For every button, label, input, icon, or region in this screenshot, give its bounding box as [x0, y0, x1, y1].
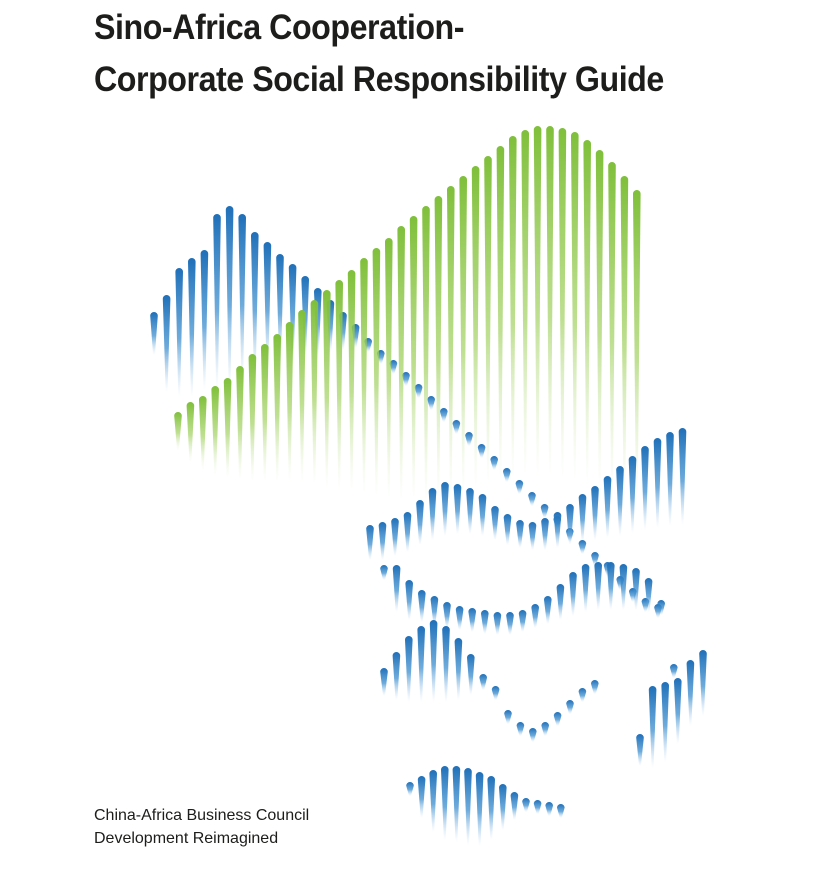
blue-drop-stroke [479, 674, 487, 690]
publisher-block [94, 804, 309, 850]
blue-drop-stroke [418, 590, 426, 622]
blue-drop-stroke [393, 565, 401, 612]
blue-drop-stroke [516, 520, 524, 548]
blue-drop-stroke [522, 798, 530, 812]
blue-drop-stroke [566, 504, 574, 545]
blue-drop-stroke [529, 522, 537, 550]
blue-drop-stroke [476, 772, 484, 846]
blue-drop-stroke [699, 650, 707, 716]
green-drop-stroke [497, 146, 505, 482]
green-drop-stroke [633, 190, 641, 498]
green-drop-stroke [335, 280, 343, 490]
blue-drop-stroke [468, 608, 476, 632]
blue-drop-stroke [213, 214, 221, 388]
blue-drop-stroke [478, 444, 486, 458]
blue-drop-stroke [531, 604, 539, 628]
green-drop-stroke [249, 354, 257, 482]
green-drop-stroke [224, 378, 232, 478]
blue-drop-stroke [441, 766, 449, 840]
blue-drop-stroke [492, 686, 500, 700]
blue-drop-stroke [443, 602, 451, 628]
blue-drop-stroke [670, 664, 678, 678]
blue-drop-stroke [415, 384, 423, 398]
blue-drop-stroke [487, 776, 495, 840]
green-drop-stroke [447, 186, 455, 498]
blue-drop-stroke [504, 710, 512, 724]
blue-drop-stroke [569, 572, 577, 616]
blue-drop-stroke [379, 522, 387, 560]
blue-drop-stroke [391, 518, 399, 556]
blue-drop-stroke [545, 802, 553, 816]
blue-drop-stroke [418, 776, 426, 818]
blue-drop-stroke [604, 476, 612, 538]
green-drop-stroke [348, 270, 356, 492]
blue-drop-stroke [687, 660, 695, 726]
blue-drop-stroke [251, 232, 259, 375]
blue-drop-stroke [516, 480, 524, 494]
green-drop-stroke [559, 128, 567, 480]
green-drop-stroke [484, 156, 492, 485]
green-drop-stroke [236, 366, 244, 480]
blue-drop-stroke [427, 396, 435, 410]
blue-drop-stroke [465, 432, 473, 446]
green-drop-stroke [211, 386, 219, 475]
blue-drop-stroke [429, 488, 437, 540]
green-drop-stroke [360, 258, 368, 495]
green-drop-stroke [546, 126, 554, 478]
blue-drop-stroke [636, 734, 644, 766]
green-drop-stroke [311, 300, 319, 485]
blue-drop-stroke [441, 482, 449, 536]
map-drop-strokes [150, 126, 707, 846]
cover-title-line-2: Corporate Social Responsibility Guide [94, 60, 664, 99]
green-drop-stroke [521, 130, 529, 478]
green-drop-stroke [621, 176, 629, 495]
blue-drop-stroke [491, 506, 499, 540]
blue-drop-stroke [499, 784, 507, 830]
green-drop-stroke [261, 344, 269, 482]
blue-drop-stroke [163, 295, 171, 392]
green-drop-stroke [583, 140, 591, 485]
blue-drop-stroke [380, 565, 388, 580]
green-drop-stroke [397, 226, 405, 502]
green-drop-stroke [187, 402, 195, 462]
blue-drop-stroke [506, 612, 514, 635]
blue-drop-stroke [654, 438, 662, 528]
blue-drop-stroke [479, 494, 487, 536]
blue-drop-stroke [554, 712, 562, 726]
green-drop-stroke [199, 396, 207, 470]
publisher-name: China-Africa Business Council [94, 807, 310, 824]
blue-drop-stroke [464, 768, 472, 845]
blue-drop-stroke [511, 792, 519, 820]
blue-drop-stroke [557, 584, 565, 620]
blue-drop-stroke [454, 484, 462, 534]
blue-drop-stroke [541, 722, 549, 736]
green-drop-stroke [422, 206, 430, 502]
blue-drop-stroke [519, 610, 527, 632]
green-drop-stroke [273, 334, 281, 482]
blue-drop-stroke [417, 626, 425, 702]
blue-drop-stroke [534, 800, 542, 814]
blue-drop-stroke [453, 420, 461, 434]
blue-drop-stroke [429, 770, 437, 832]
blue-drop-stroke [175, 268, 183, 397]
green-drop-stroke [323, 290, 331, 488]
blue-drop-stroke [503, 468, 511, 482]
green-drop-stroke [571, 132, 579, 482]
blue-drop-stroke [666, 432, 674, 526]
blue-drop-stroke [591, 486, 599, 540]
blue-drop-stroke [481, 610, 489, 634]
green-drop-stroke [435, 196, 443, 500]
blue-drop-stroke [238, 214, 246, 380]
blue-drop-stroke [188, 258, 196, 397]
blue-drop-stroke [566, 700, 574, 714]
green-drop-stroke [373, 248, 381, 498]
blue-drop-stroke [554, 512, 562, 548]
blue-drop-stroke [679, 428, 687, 525]
green-drop-stroke [608, 162, 616, 492]
blue-drop-stroke [442, 626, 450, 702]
blue-drop-stroke [607, 562, 615, 610]
blue-drop-stroke [404, 512, 412, 552]
blue-drop-stroke [579, 540, 587, 554]
blue-drop-stroke [582, 564, 590, 612]
cover-title-line-1: Sino-Africa Cooperation- [94, 8, 465, 47]
blue-drop-stroke [366, 525, 374, 560]
blue-drop-stroke [591, 680, 599, 694]
blue-drop-stroke [150, 312, 158, 355]
green-drop-stroke [509, 136, 517, 480]
green-drop-stroke [174, 412, 182, 450]
green-drop-stroke [410, 216, 418, 502]
green-drop-stroke [472, 166, 480, 490]
blue-drop-stroke [544, 596, 552, 624]
blue-drop-stroke [529, 728, 537, 742]
blue-drop-stroke [453, 766, 461, 842]
blue-drop-stroke [594, 562, 602, 610]
blue-drop-stroke [557, 804, 565, 818]
blue-drop-stroke [406, 782, 414, 796]
green-drop-stroke [286, 322, 294, 482]
green-drop-stroke [596, 150, 604, 488]
blue-drop-stroke [641, 446, 649, 530]
blue-drop-stroke [517, 722, 525, 736]
blue-drop-stroke [579, 688, 587, 702]
blue-drop-stroke [490, 456, 498, 470]
blue-drop-stroke [416, 500, 424, 545]
blue-drop-stroke [579, 494, 587, 542]
blue-drop-stroke [661, 682, 669, 762]
blue-drop-stroke [430, 620, 438, 702]
blue-drop-stroke [405, 636, 413, 702]
green-drop-stroke [534, 126, 542, 478]
blue-drop-stroke [629, 456, 637, 533]
blue-drop-stroke [226, 206, 234, 388]
blue-drop-stroke [467, 654, 475, 695]
blue-drop-stroke [649, 686, 657, 768]
publisher-subtitle: Development Reimagined [94, 830, 279, 847]
blue-drop-stroke [504, 514, 512, 545]
blue-drop-stroke [455, 638, 463, 700]
blue-drop-stroke [456, 606, 464, 630]
blue-drop-stroke [541, 518, 549, 550]
blue-drop-stroke [494, 612, 502, 635]
blue-drop-stroke [201, 250, 209, 390]
blue-drop-stroke [674, 678, 682, 744]
blue-drop-stroke [616, 466, 624, 536]
green-drop-stroke [298, 310, 306, 482]
blue-drop-stroke [393, 652, 401, 700]
blue-drop-stroke [405, 580, 413, 620]
blue-drop-stroke [528, 492, 536, 506]
blue-drop-stroke [380, 668, 388, 696]
blue-drop-stroke [466, 488, 474, 534]
blue-drop-stroke [440, 408, 448, 422]
green-drop-stroke [459, 176, 467, 495]
blue-drop-stroke [541, 504, 549, 518]
